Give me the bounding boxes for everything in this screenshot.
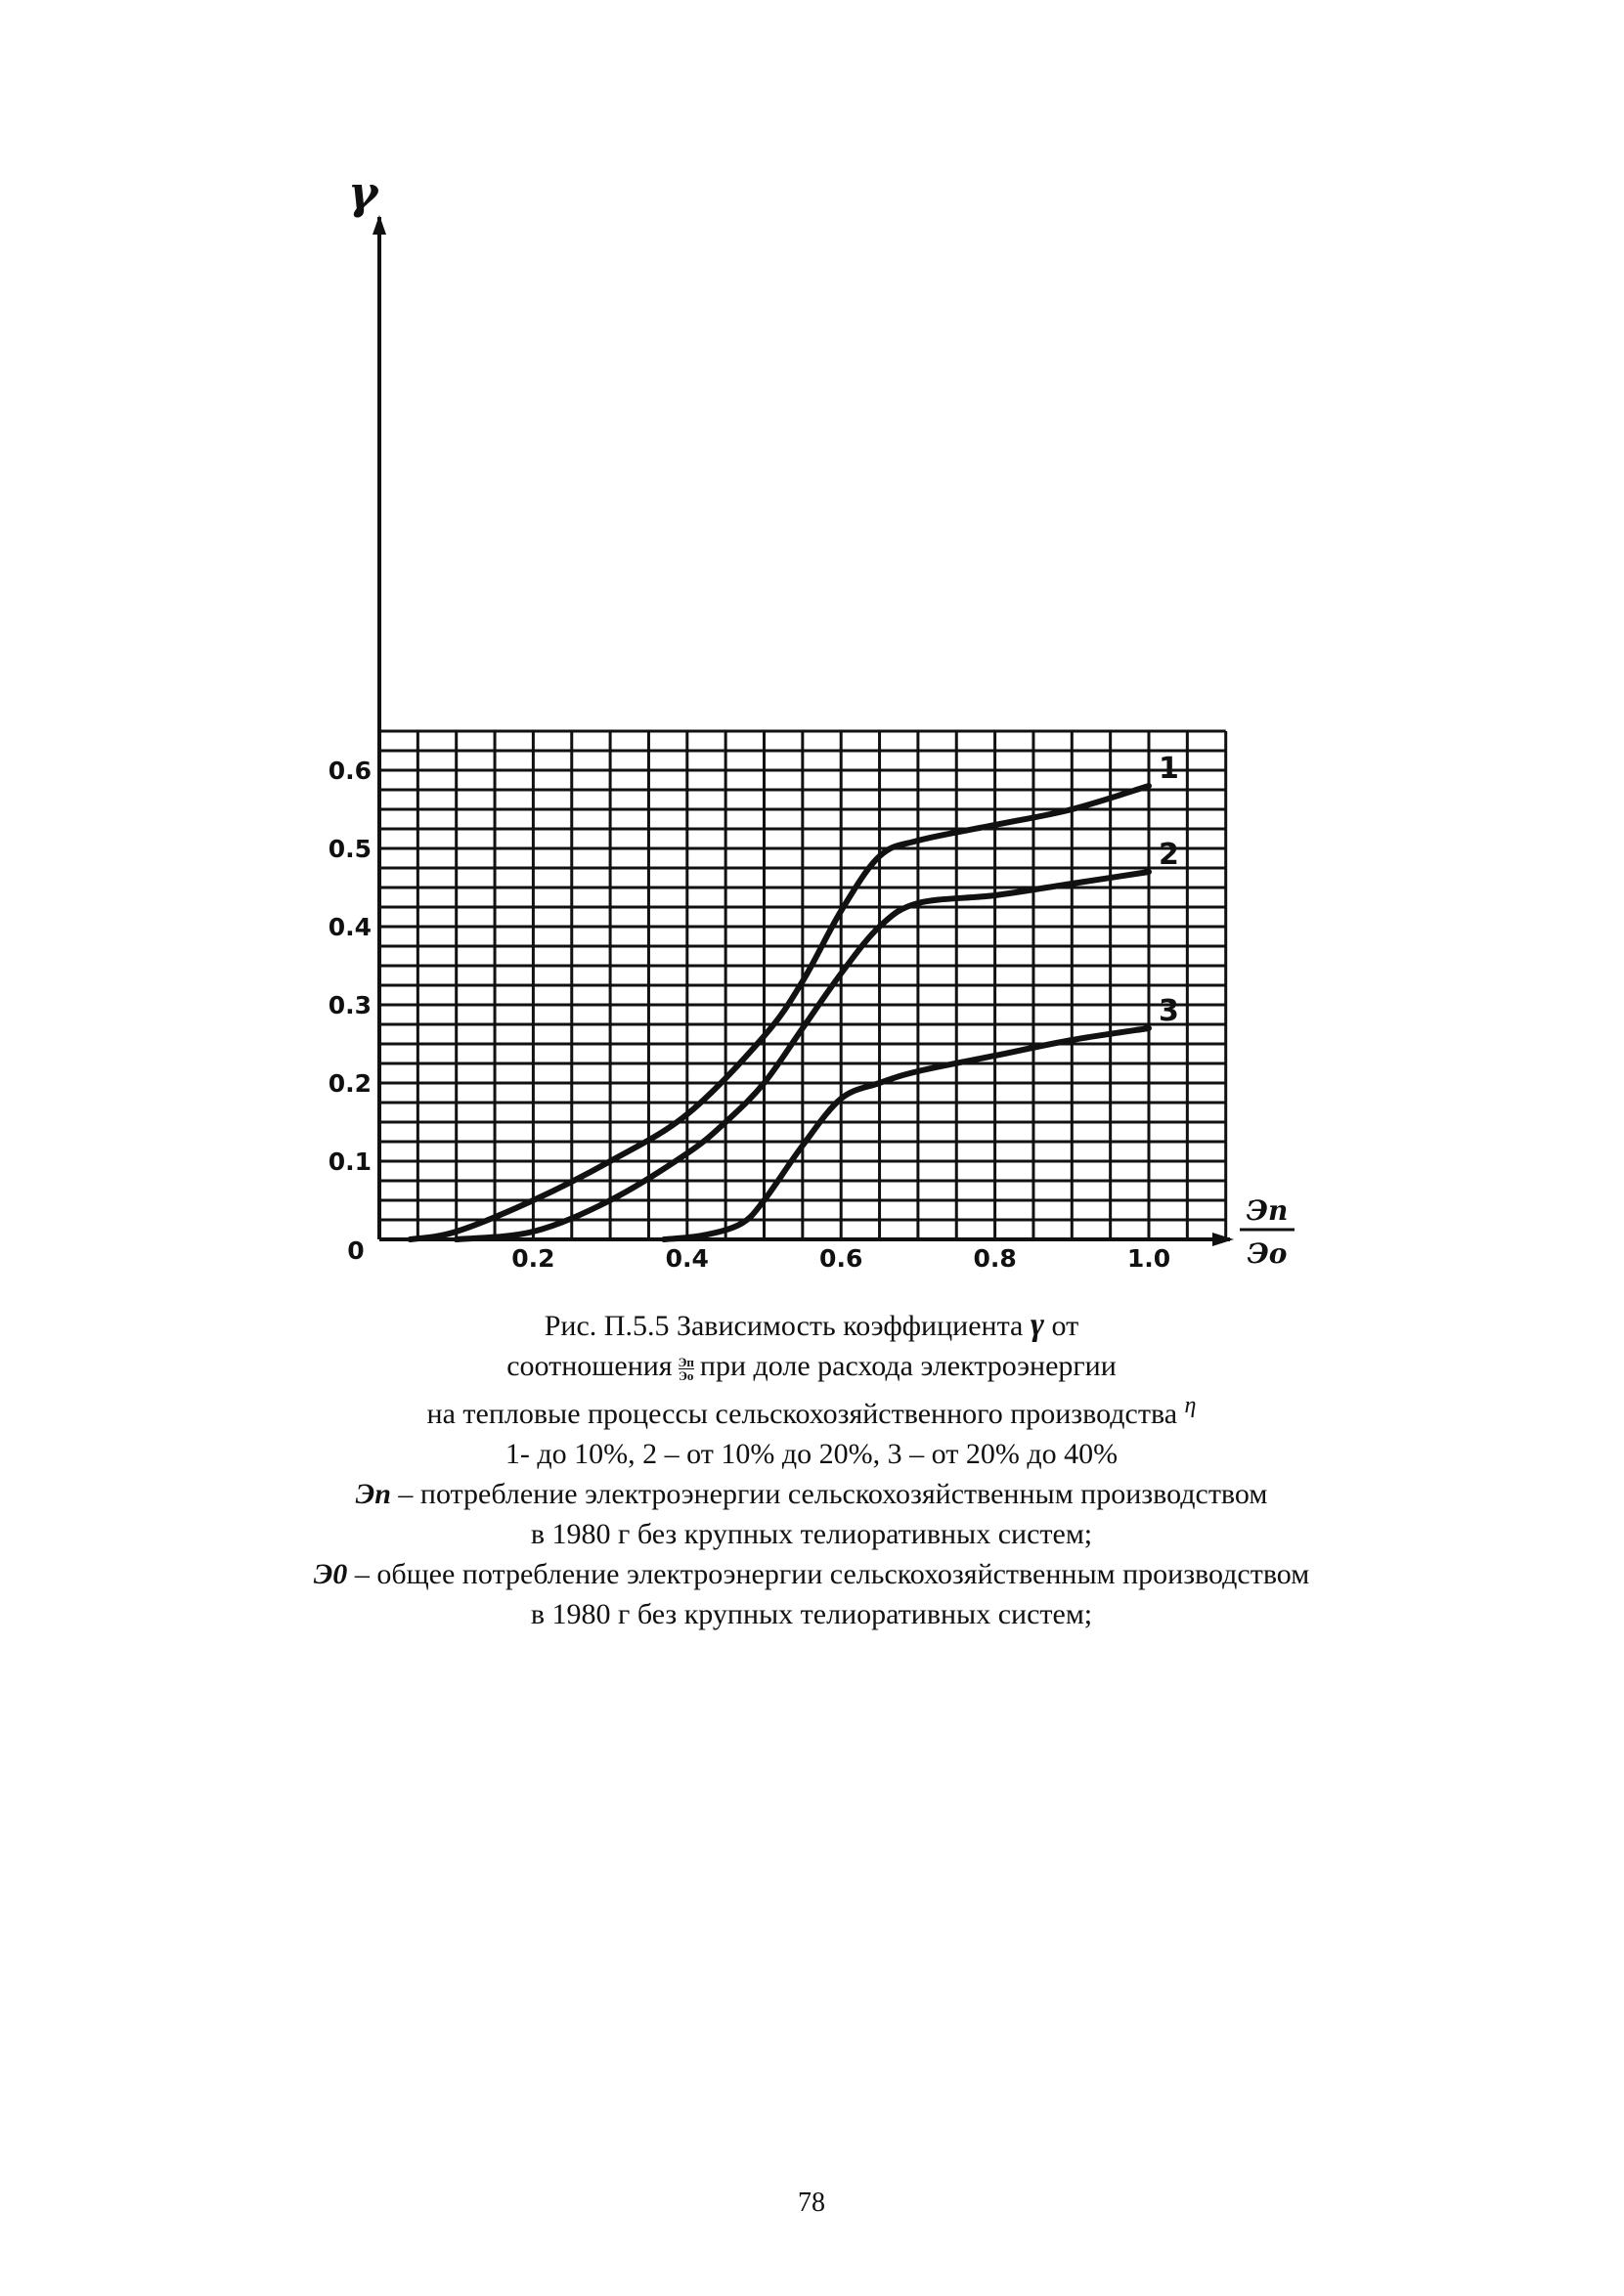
tick-labels	[329, 757, 1170, 1273]
caption-line-5: Эп – потребление электроэнергии сельскохозяйственным производством	[355, 1478, 1268, 1510]
x-tick-label: 0.4	[665, 1244, 709, 1273]
x-tick-label: 1.0	[1126, 1244, 1171, 1273]
curve-label-1: 1	[1159, 752, 1179, 786]
x-axis-label-denominator: Эо	[1247, 1237, 1288, 1270]
ep-symbol: Эп	[355, 1478, 391, 1510]
caption-line-1: Рис. П.5.5 Зависимость коэффициента γ от	[544, 1307, 1079, 1343]
gamma-symbol: γ	[1030, 1307, 1045, 1343]
curve-label-2: 2	[1159, 838, 1179, 872]
y-tick-label: 0.6	[328, 757, 372, 785]
caption-line-4: 1- до 10%, 2 – от 10% до 20%, 3 – от 20% до 40%	[505, 1438, 1119, 1470]
caption-line-3: на тепловые процессы сельскохозяйственного производства $^\eta$	[426, 1393, 1197, 1430]
chart-curves	[410, 752, 1178, 1239]
caption-line-6: в 1980 г без крупных телиоративных систем;	[530, 1518, 1093, 1550]
y-tick-label: 0.2	[328, 1069, 372, 1098]
figure-caption	[176, 1305, 1447, 1634]
caption-line-2: соотношения $\frac{Эп}{Эо}$ при доле расхода электроэнергии	[506, 1350, 1117, 1383]
y-tick-label: 0.5	[328, 835, 372, 863]
page-number: 78	[798, 2188, 825, 2218]
x-axis-label-numerator: Эп	[1246, 1194, 1289, 1227]
eta-symbol: η	[1184, 1393, 1197, 1418]
curve-1	[410, 786, 1149, 1239]
caption-line-7: Э0 – общее потребление электроэнергии сельскохозяйственным производством	[313, 1558, 1310, 1590]
ratio-fraction: $\frac{Эп}{Эо}$	[678, 1354, 694, 1383]
y-tick-label: 0.1	[328, 1148, 372, 1176]
curve-label-3: 3	[1159, 994, 1179, 1028]
y-tick-label: 0.4	[328, 913, 372, 941]
curve-3	[664, 1028, 1149, 1239]
origin-label: 0	[347, 1236, 365, 1265]
e0-symbol: Э0	[313, 1558, 348, 1590]
caption-line-8: в 1980 г без крупных телиоративных систем;	[530, 1598, 1093, 1630]
y-tick-label: 0.3	[328, 991, 372, 1019]
x-tick-label: 0.2	[511, 1244, 555, 1273]
y-axis-label: γ	[348, 166, 378, 219]
x-tick-label: 0.8	[973, 1244, 1017, 1273]
x-tick-label: 0.6	[819, 1244, 863, 1273]
